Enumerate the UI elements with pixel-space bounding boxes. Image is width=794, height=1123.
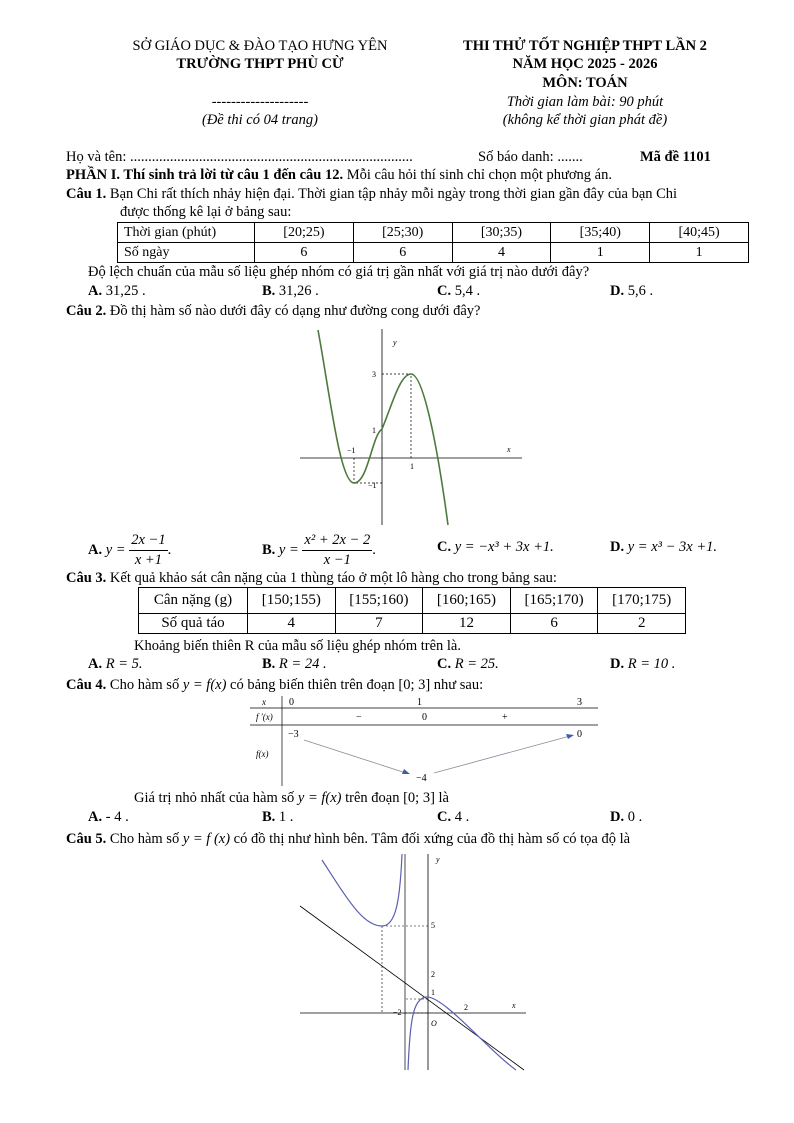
tick-label: 2: [464, 1003, 468, 1012]
exam-code: Mã đề 1101: [640, 149, 711, 165]
option-d[interactable]: [610, 283, 653, 300]
question-1: [66, 186, 677, 203]
oblique-asymptote: [300, 906, 524, 1070]
option-key: C.: [437, 656, 452, 672]
question-3-label: Câu 3.: [66, 570, 107, 586]
f-value-min: −4: [416, 773, 427, 784]
arrow-head-icon: [402, 769, 410, 774]
option-value: 31,25 .: [105, 283, 146, 299]
table-cell: [25;30): [353, 223, 452, 243]
table-row: [139, 588, 686, 614]
question-4-prompt: [134, 790, 449, 807]
arrow-head-icon: [566, 734, 574, 739]
fraction: [302, 533, 372, 569]
question-4-label: Câu 4.: [66, 677, 107, 693]
tick-label: 1: [372, 426, 376, 435]
option-key: A.: [88, 656, 103, 672]
option-key: C.: [437, 809, 452, 825]
table-cell: 2: [598, 614, 686, 634]
option-value: 0 .: [627, 809, 643, 825]
option-d[interactable]: [610, 809, 642, 826]
question-4-text: Cho hàm số: [109, 677, 180, 693]
x-row-label: x: [262, 697, 266, 707]
question-3-prompt: Khoảng biến thiên R của mẫu số liệu ghép nhóm trên là.: [134, 638, 461, 654]
duration-note: (không kể thời gian phát đề): [502, 112, 668, 128]
question-2: [66, 303, 480, 320]
option-value: - 4 .: [105, 809, 129, 825]
option-key: B.: [262, 656, 276, 672]
option-value: 1 .: [278, 809, 294, 825]
interval: [0; 3]: [398, 677, 431, 693]
option-value: y = −x³ + 3x +1.: [454, 539, 554, 555]
question-4-text: có bảng biến thiên trên đoạn: [230, 677, 395, 693]
lower-branch: [408, 997, 516, 1070]
exam-duration: Thời gian làm bài: 90 phút: [506, 94, 664, 110]
option-value: y = x³ − 3x +1.: [627, 539, 717, 555]
option-a[interactable]: [88, 809, 129, 826]
f-value-start: −3: [288, 729, 299, 740]
option-key: D.: [610, 656, 625, 672]
option-key: C.: [437, 283, 452, 299]
table-cell: 4: [452, 243, 551, 263]
table-cell: [150;155): [248, 588, 336, 614]
option-key: D.: [610, 809, 625, 825]
option-b[interactable]: [262, 283, 319, 300]
table-cell: 6: [353, 243, 452, 263]
q1-table: [117, 222, 749, 263]
prompt-text: trên đoạn: [345, 790, 400, 806]
tick-label: 1: [431, 988, 435, 997]
tick-label: 2: [431, 970, 435, 979]
option-value: 5,4 .: [454, 283, 481, 299]
decreasing-arrow: [304, 740, 406, 773]
option-b[interactable]: [262, 809, 293, 826]
sign-positive: +: [502, 712, 508, 723]
table-cell: 1: [551, 243, 650, 263]
fraction: [129, 533, 167, 569]
y-axis-label: y: [393, 338, 397, 347]
option-end: .: [372, 542, 376, 558]
question-5-label: Câu 5.: [66, 831, 107, 847]
option-value: R = 25.: [454, 656, 499, 672]
question-1-label: Câu 1.: [66, 186, 107, 202]
rational-graph: [298, 850, 530, 1072]
candidate-number-field: Số báo danh: .......: [478, 149, 583, 165]
q3-table: [138, 587, 686, 634]
table-row: [118, 223, 749, 243]
option-value: R = 24 .: [278, 656, 327, 672]
option-key: B.: [262, 283, 276, 299]
table-cell: [30;35): [452, 223, 551, 243]
increasing-arrow: [434, 736, 570, 773]
table-cell: [170;175): [598, 588, 686, 614]
page-count-note: (Đề thi có 04 trang): [202, 112, 318, 128]
question-4-text: như sau:: [433, 677, 484, 693]
y-axis-label: y: [436, 855, 440, 864]
table-cell: [160;165): [423, 588, 511, 614]
table-cell: [165;170): [510, 588, 598, 614]
numerator: x² + 2x − 2: [302, 533, 372, 551]
question-1-text-cont: được thống kê lại ở bảng sau:: [120, 204, 292, 220]
subject: MÔN: TOÁN: [542, 75, 628, 91]
tick-label: −2: [393, 1008, 402, 1017]
option-value: R = 10 .: [627, 656, 676, 672]
option-c[interactable]: [437, 656, 499, 673]
school-department: SỞ GIÁO DỤC & ĐÀO TẠO HƯNG YÊN: [132, 38, 388, 54]
option-key: D.: [610, 283, 625, 299]
x-axis-label: x: [507, 445, 511, 454]
question-5-text: Cho hàm số: [109, 831, 180, 847]
table-row: [118, 243, 749, 263]
origin-label: O: [431, 1019, 437, 1028]
table-cell: 6: [255, 243, 354, 263]
sign-negative: −: [356, 712, 362, 723]
option-value: 4 .: [454, 809, 470, 825]
header-divider: --------------------: [211, 94, 309, 110]
numerator: 2x −1: [129, 533, 167, 551]
option-b[interactable]: [262, 656, 327, 673]
option-a[interactable]: [88, 656, 143, 673]
question-3-text: Kết quả khảo sát cân nặng của 1 thùng táo ở một lô hàng cho trong bảng sau:: [109, 570, 557, 586]
denominator: x −1: [323, 551, 351, 568]
option-d[interactable]: [610, 656, 675, 673]
table-cell: 7: [335, 614, 423, 634]
function-notation: y = f(x): [182, 677, 227, 693]
question-1-text: Bạn Chi rất thích nhảy hiện đại. Thời gian tập nhảy mỗi ngày trong thời gian gần đây của bạn Chi: [109, 186, 678, 202]
student-name-field: Họ và tên: ..............................................................................: [66, 149, 413, 165]
exam-title: THI THỬ TỐT NGHIỆP THPT LẦN 2: [463, 38, 707, 54]
question-5-text: có đồ thị như hình bên. Tâm đối xứng của đồ thị hàm số có tọa độ là: [233, 831, 631, 847]
table-cell: 12: [423, 614, 511, 634]
tick-label: 5: [431, 921, 435, 930]
table-header-cell: Cân nặng (g): [139, 588, 248, 614]
part1-heading: [66, 167, 612, 184]
tick-label: −1: [368, 481, 377, 490]
upper-branch: [322, 854, 402, 926]
x-value: 1: [417, 697, 422, 708]
option-c[interactable]: [437, 809, 469, 826]
table-cell: 1: [650, 243, 749, 263]
denominator: x +1: [134, 551, 162, 568]
interval: [0; 3]: [403, 790, 435, 806]
option-c[interactable]: [437, 283, 480, 300]
prompt-text: Giá trị nhỏ nhất của hàm số: [134, 790, 295, 806]
question-4: [66, 677, 483, 694]
table-cell: 6: [510, 614, 598, 634]
option-c[interactable]: [437, 539, 554, 556]
question-3: [66, 570, 557, 587]
option-lhs: y =: [278, 542, 299, 558]
tick-label: 3: [372, 370, 376, 379]
table-row: [139, 614, 686, 634]
table-cell: [40;45): [650, 223, 749, 243]
table-cell: [155;160): [335, 588, 423, 614]
option-key: B.: [262, 542, 276, 558]
function-curve: [318, 330, 448, 525]
table-cell: 4: [248, 614, 336, 634]
function-notation: y = f(x): [297, 790, 342, 806]
question-2-text: Đồ thị hàm số nào dưới đây có dạng như đường cong dưới đây?: [109, 303, 481, 319]
option-value: R = 5.: [105, 656, 143, 672]
school-name: TRƯỜNG THPT PHÙ CỪ: [176, 56, 344, 72]
option-lhs: y =: [105, 542, 126, 558]
option-a[interactable]: [88, 530, 171, 570]
school-year: NĂM HỌC 2025 - 2026: [512, 56, 658, 72]
option-end: .: [167, 542, 172, 558]
option-key: A.: [88, 809, 103, 825]
question-2-label: Câu 2.: [66, 303, 107, 319]
table-cell: [20;25): [255, 223, 354, 243]
cubic-graph: [300, 325, 530, 530]
option-key: A.: [88, 283, 103, 299]
question-5: [66, 831, 630, 848]
option-key: D.: [610, 539, 625, 555]
variation-table: [248, 694, 600, 788]
x-value: 3: [577, 697, 582, 708]
tick-label: −1: [347, 446, 356, 455]
function-notation: y = f (x): [182, 831, 231, 847]
option-value: 31,26 .: [278, 283, 319, 299]
sign-zero: 0: [422, 712, 427, 723]
x-value: 0: [289, 697, 294, 708]
option-key: C.: [437, 539, 452, 555]
x-axis-label: x: [512, 1001, 516, 1010]
table-cell: [35;40): [551, 223, 650, 243]
prompt-text: là: [438, 790, 449, 806]
table-header-cell: Số quả táo: [139, 614, 248, 634]
option-b[interactable]: [262, 530, 376, 570]
option-d[interactable]: [610, 539, 717, 556]
option-a[interactable]: [88, 283, 146, 300]
table-header-cell: Thời gian (phút): [118, 223, 255, 243]
part1-description: Mỗi câu hỏi thí sinh chỉ chọn một phương án.: [346, 167, 612, 183]
table-header-cell: Số ngày: [118, 243, 255, 263]
derivative-row-label: f ′(x): [256, 712, 273, 722]
question-1-prompt: Độ lệch chuẩn của mẫu số liệu ghép nhóm có giá trị gần nhất với giá trị nào dưới đây?: [88, 264, 590, 280]
function-row-label: f(x): [256, 749, 269, 759]
option-value: 5,6 .: [627, 283, 654, 299]
tick-label: 1: [410, 462, 414, 471]
option-key: B.: [262, 809, 276, 825]
part1-title: PHẦN I. Thí sinh trả lời từ câu 1 đến câu 12.: [66, 167, 344, 183]
f-value-end: 0: [577, 729, 582, 740]
option-key: A.: [88, 542, 103, 558]
